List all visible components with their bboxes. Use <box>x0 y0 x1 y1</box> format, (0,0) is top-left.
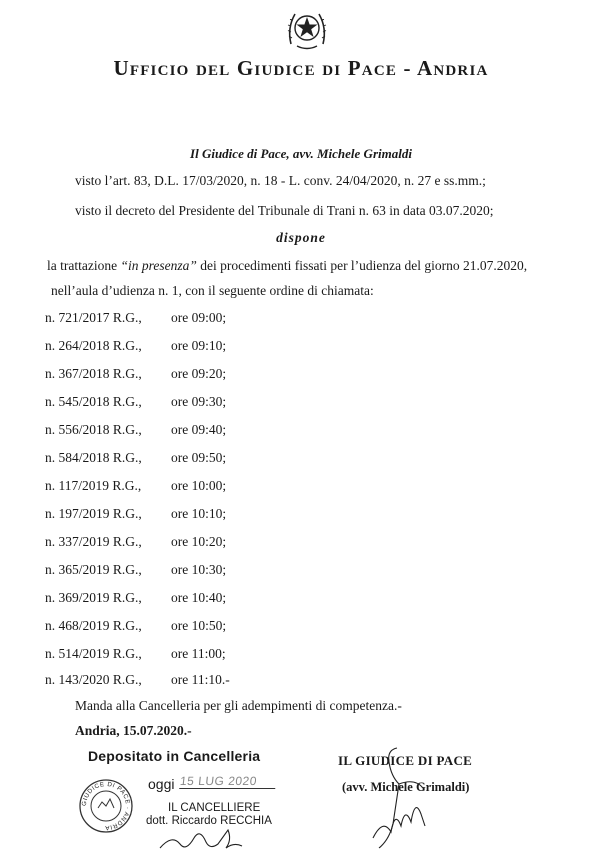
hearing-time: ore 09:40; <box>171 422 227 437</box>
hearing-time: ore 10:50; <box>171 618 227 633</box>
date-line: Andria, 15.07.2020.- <box>75 723 192 738</box>
aula-line: nell’aula d’udienza n. 1, con il seguente ordine di chiamata: <box>51 283 374 298</box>
hearing-row <box>45 478 226 494</box>
hearing-rg: n. 264/2018 R.G., <box>45 338 142 353</box>
hearing-rg: n. 514/2019 R.G., <box>45 646 142 661</box>
office-title: Ufficio del Giudice di Pace - Andria <box>113 56 489 80</box>
deposited-stamp-text: Depositato in Cancelleria <box>88 748 261 764</box>
circular-seal-icon <box>78 778 134 834</box>
hearing-row <box>45 366 226 382</box>
seal-text: GIUDICE DI PACE · ANDRIA <box>80 780 132 832</box>
hearing-rg: n. 367/2018 R.G., <box>45 366 142 381</box>
hearing-row <box>45 310 226 326</box>
hearing-time: ore 09:50; <box>171 450 227 465</box>
hearing-time: ore 11:10.- <box>171 672 230 687</box>
hearing-rg: n. 584/2018 R.G., <box>45 450 142 465</box>
hearing-time: ore 10:20; <box>171 534 227 549</box>
hearing-row <box>45 506 226 522</box>
hearing-rg: n. 468/2019 R.G., <box>45 618 142 633</box>
cancelliere-label: IL CANCELLIERE <box>168 802 261 814</box>
hearing-rg: n. 117/2019 R.G., <box>45 478 142 493</box>
hearing-rg: n. 545/2018 R.G., <box>45 394 142 409</box>
hearing-row <box>45 338 226 354</box>
hearing-rg: n. 369/2019 R.G., <box>45 590 142 605</box>
hearing-row <box>45 618 226 634</box>
hearing-time: ore 10:30; <box>171 562 227 577</box>
hearing-row <box>45 590 226 606</box>
judge-title: IL GIUDICE DI PACE <box>338 753 473 768</box>
italian-republic-emblem-icon <box>283 4 331 52</box>
oggi-label: oggi <box>148 776 175 792</box>
hearing-time: ore 10:40; <box>171 590 227 605</box>
trattazione-pre: la trattazione <box>47 258 121 273</box>
hearing-time: ore 10:10; <box>171 506 227 521</box>
trattazione-paragraph <box>47 258 577 274</box>
hearing-rg: n. 197/2019 R.G., <box>45 506 142 521</box>
hearing-row <box>45 672 230 688</box>
hearing-rg: n. 721/2017 R.G., <box>45 310 142 325</box>
hearing-time: ore 09:00; <box>171 310 227 325</box>
manda-line: Manda alla Cancelleria per gli adempimenti di competenza.- <box>75 698 402 713</box>
handwritten-signature-icon <box>355 740 445 855</box>
hearing-rg: n. 556/2018 R.G., <box>45 422 142 437</box>
hearing-row <box>45 646 226 662</box>
hearing-time: ore 09:10; <box>171 338 227 353</box>
visto-clause-2: visto il decreto del Presidente del Tribunale di Trani n. 63 in data 03.07.2020; <box>75 203 494 218</box>
hearing-time: ore 09:30; <box>171 394 227 409</box>
clerk-signature-icon <box>150 820 260 858</box>
hearing-row <box>45 562 226 578</box>
trattazione-italic: “in presenza” <box>120 258 197 273</box>
hearing-rg: n. 365/2019 R.G., <box>45 562 142 577</box>
hearing-row <box>45 450 226 466</box>
hearing-time: ore 09:20; <box>171 366 227 381</box>
hearing-row <box>45 394 226 410</box>
visto-clause-1: visto l’art. 83, D.L. 17/03/2020, n. 18 - L. conv. 24/04/2020, n. 27 e ss.mm.; <box>75 173 486 188</box>
judge-name: (avv. Michele Grimaldi) <box>342 780 470 794</box>
hearing-time: ore 10:00; <box>171 478 227 493</box>
trattazione-post: dei procedimenti fissati per l’udienza del giorno 21.07.2020, <box>196 258 528 273</box>
cancelliere-name: dott. Riccardo RECCHIA <box>146 815 272 827</box>
hearing-time: ore 11:00; <box>171 646 226 661</box>
hearing-rg: n. 143/2020 R.G., <box>45 672 142 687</box>
dispone-heading: dispone <box>276 230 326 245</box>
judge-line: Il Giudice di Pace, avv. Michele Grimaldi <box>190 146 412 161</box>
stamp-date: 15 LUG 2020 <box>179 774 277 789</box>
hearing-row <box>45 534 226 550</box>
hearing-row <box>45 422 226 438</box>
hearing-rg: n. 337/2019 R.G., <box>45 534 142 549</box>
